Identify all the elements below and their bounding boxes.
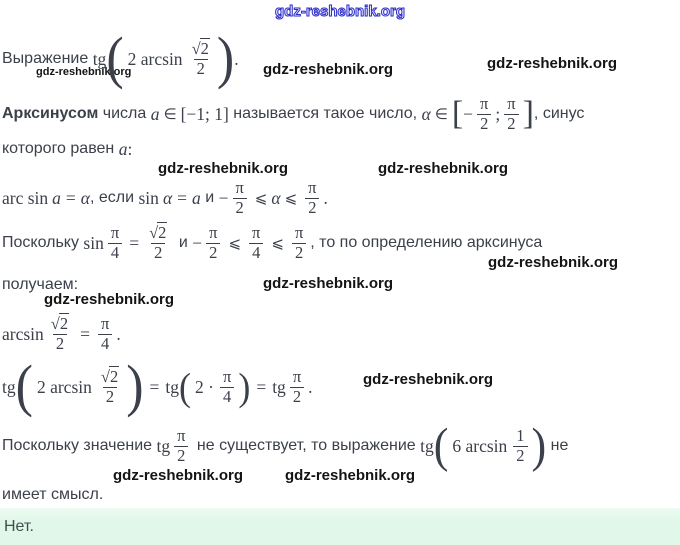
math-variable: a: [192, 187, 201, 208]
math-token: =: [80, 323, 90, 344]
text-run-bold: Арксинусом: [2, 105, 99, 122]
math-token: −: [218, 187, 229, 208]
math-token: sin: [83, 232, 104, 253]
fraction: [513, 427, 527, 465]
math-token: .: [308, 376, 313, 397]
math-token: =: [65, 187, 76, 208]
fraction-numerator: π: [292, 367, 302, 387]
element-of-symbol: ∈: [434, 105, 448, 123]
math-variable: a: [150, 103, 160, 124]
text-run: которого равен: [2, 140, 119, 157]
definition-formula-line: [2, 177, 328, 219]
watermark: gdz-reshebnik.org: [488, 254, 619, 271]
leq-symbol: ⩽: [284, 189, 298, 207]
math-token: =: [149, 376, 160, 397]
fraction: [232, 179, 246, 217]
fraction-denominator: 4: [249, 243, 263, 262]
watermark: gdz-reshebnik.org: [285, 467, 416, 484]
reasoning-line-1: [2, 221, 542, 265]
math-variable: α: [162, 187, 173, 208]
fraction-numerator: √2: [100, 367, 119, 387]
fraction-denominator: 2: [305, 198, 319, 217]
fraction-denominator: 2: [206, 243, 220, 262]
watermark: gdz-reshebnik.org: [158, 160, 289, 177]
math-token: arc sin: [2, 187, 49, 208]
element-of-symbol: ∈: [163, 105, 177, 123]
fraction: [98, 315, 112, 353]
text-run: не: [546, 437, 569, 454]
fraction: [249, 224, 263, 262]
text-run: Выражение: [2, 50, 93, 67]
text-run: и: [200, 189, 219, 206]
watermark: gdz-reshebnik.org: [363, 371, 494, 388]
fraction-numerator: π: [480, 94, 489, 114]
text-run: Поскольку значение: [2, 437, 157, 454]
text-run: имеет смысл.: [2, 486, 104, 503]
fraction-numerator: √2: [191, 39, 209, 59]
definition-line-2: [2, 139, 132, 159]
text-run: получаем:: [2, 276, 79, 293]
watermark: gdz-reshebnik.org: [487, 55, 618, 72]
math-token: =: [256, 376, 267, 397]
math-token: :: [127, 138, 133, 159]
fraction: [174, 427, 188, 465]
math-token: .: [323, 187, 328, 208]
fraction-denominator: 2: [53, 334, 67, 353]
fraction-numerator: √2: [50, 314, 69, 334]
fraction-numerator: π: [222, 367, 232, 387]
fraction-denominator: 4: [220, 387, 234, 406]
math-variable: α: [80, 187, 90, 208]
fraction-numerator: √2: [149, 223, 167, 243]
math-token: .: [234, 48, 239, 69]
watermark: gdz-reshebnik.org: [263, 275, 394, 292]
text-run: и: [174, 234, 193, 251]
fraction-denominator: 2: [292, 243, 306, 262]
fraction: [146, 224, 170, 262]
fraction-numerator: π: [100, 314, 110, 334]
math-token: 2 arcsin: [36, 376, 92, 397]
problem-statement-line: Выражение tg ( 2 arcsin $\frac{√2}{2}$ ) .: [2, 26, 239, 91]
math-token: tg: [165, 376, 180, 397]
fraction: [108, 224, 122, 262]
watermark: gdz-reshebnik.org: [378, 160, 509, 177]
fraction-denominator: 2: [513, 446, 527, 465]
fraction-numerator: π: [308, 178, 317, 198]
math-token: [−1; 1]: [180, 103, 229, 124]
text-run: , то по определению арксинуса: [310, 234, 543, 251]
fraction: [292, 224, 306, 262]
fraction: [189, 40, 213, 78]
conclusion-line-2: [2, 486, 103, 504]
fraction-denominator: 4: [108, 243, 122, 262]
fraction-denominator: 2: [194, 59, 208, 78]
watermark: gdz-reshebnik.org: [263, 61, 394, 78]
text-run: не существует, то выражение: [192, 437, 421, 454]
fraction: [98, 368, 122, 406]
fraction-denominator: 2: [151, 243, 165, 262]
text-run: называется такое число,: [228, 105, 422, 122]
math-token: 2 ·: [195, 376, 214, 397]
watermark-blue-top: gdz-reshebnik.org: [274, 3, 406, 20]
answer-bar: [0, 508, 680, 545]
fraction-denominator: 2: [477, 114, 491, 133]
math-token: tg: [420, 435, 434, 456]
math-token: ;: [495, 103, 501, 124]
fraction: [504, 95, 518, 133]
fraction-denominator: 4: [98, 334, 112, 353]
fraction: [48, 315, 72, 353]
fraction-denominator: 2: [103, 387, 117, 406]
fraction-numerator: π: [507, 94, 516, 114]
math-token: tg: [92, 48, 107, 69]
definition-line-1: Арксинусом числа a ∈ [−1; 1] называется такое число, α ∈ [ − $\frac{\pi}{2}$ ; $\frac{\pi}{2}$ ] , синус: [2, 94, 585, 133]
math-token: 6 arcsin: [452, 435, 508, 456]
fraction-numerator: π: [177, 426, 186, 446]
fraction-numerator: 1: [516, 426, 525, 446]
math-token: sin: [138, 187, 159, 208]
watermark: gdz-reshebnik.org: [44, 291, 175, 308]
math-variable: a: [52, 187, 61, 208]
watermark: gdz-reshebnik.org: [113, 467, 244, 484]
fraction: [290, 368, 304, 406]
math-variable: a: [118, 138, 128, 159]
math-token: tg: [156, 435, 171, 456]
fraction-numerator: π: [110, 223, 120, 243]
watermark-small: gdz-reshebnik.org: [36, 66, 132, 78]
text-run: , синус: [533, 105, 585, 122]
fraction-numerator: π: [294, 223, 304, 243]
conclusion-line-1: Поскольку значение tg $\frac{\pi}{2}$ не существует, то выражение tg ( 6 arcsin $\frac{1}{2}$ ) не: [2, 418, 569, 473]
text-run: Поскольку: [2, 234, 84, 251]
leq-symbol: ⩽: [254, 189, 268, 207]
arcsin-result-line: [2, 310, 121, 358]
reasoning-line-2: [2, 276, 78, 294]
fraction-denominator: 2: [504, 114, 518, 133]
tg-computation-line: tg ( 2 arcsin $\frac{√2}{2}$ ) = tg ( 2 · $\frac{\pi}{4}$ ) = tg $\frac{\pi}{2}$ .: [2, 354, 313, 419]
math-token: tg: [2, 376, 16, 397]
fraction: [477, 95, 491, 133]
math-token: 2 arcsin: [127, 48, 183, 69]
math-token: tg: [272, 376, 286, 397]
fraction-numerator: π: [235, 178, 244, 198]
text-run: , если: [89, 189, 139, 206]
leq-symbol: ⩽: [228, 234, 242, 252]
leq-symbol: ⩽: [271, 234, 284, 252]
fraction-denominator: 2: [174, 446, 188, 465]
fraction: [220, 368, 234, 406]
math-token: =: [129, 232, 140, 253]
math-variable: α: [421, 103, 431, 124]
fraction: [206, 224, 220, 262]
fraction-denominator: 2: [233, 198, 247, 217]
fraction-numerator: π: [209, 223, 218, 243]
math-token: =: [177, 187, 187, 208]
text-run: числа: [98, 105, 151, 122]
math-token: arcsin: [2, 323, 44, 344]
math-token: −: [192, 232, 203, 253]
answer-text: Нет.: [4, 517, 34, 535]
math-token: .: [116, 323, 121, 344]
fraction-numerator: π: [252, 223, 261, 243]
math-variable: α: [271, 187, 281, 208]
fraction-denominator: 2: [290, 387, 304, 406]
math-token: −: [463, 103, 474, 124]
fraction: [305, 179, 319, 217]
